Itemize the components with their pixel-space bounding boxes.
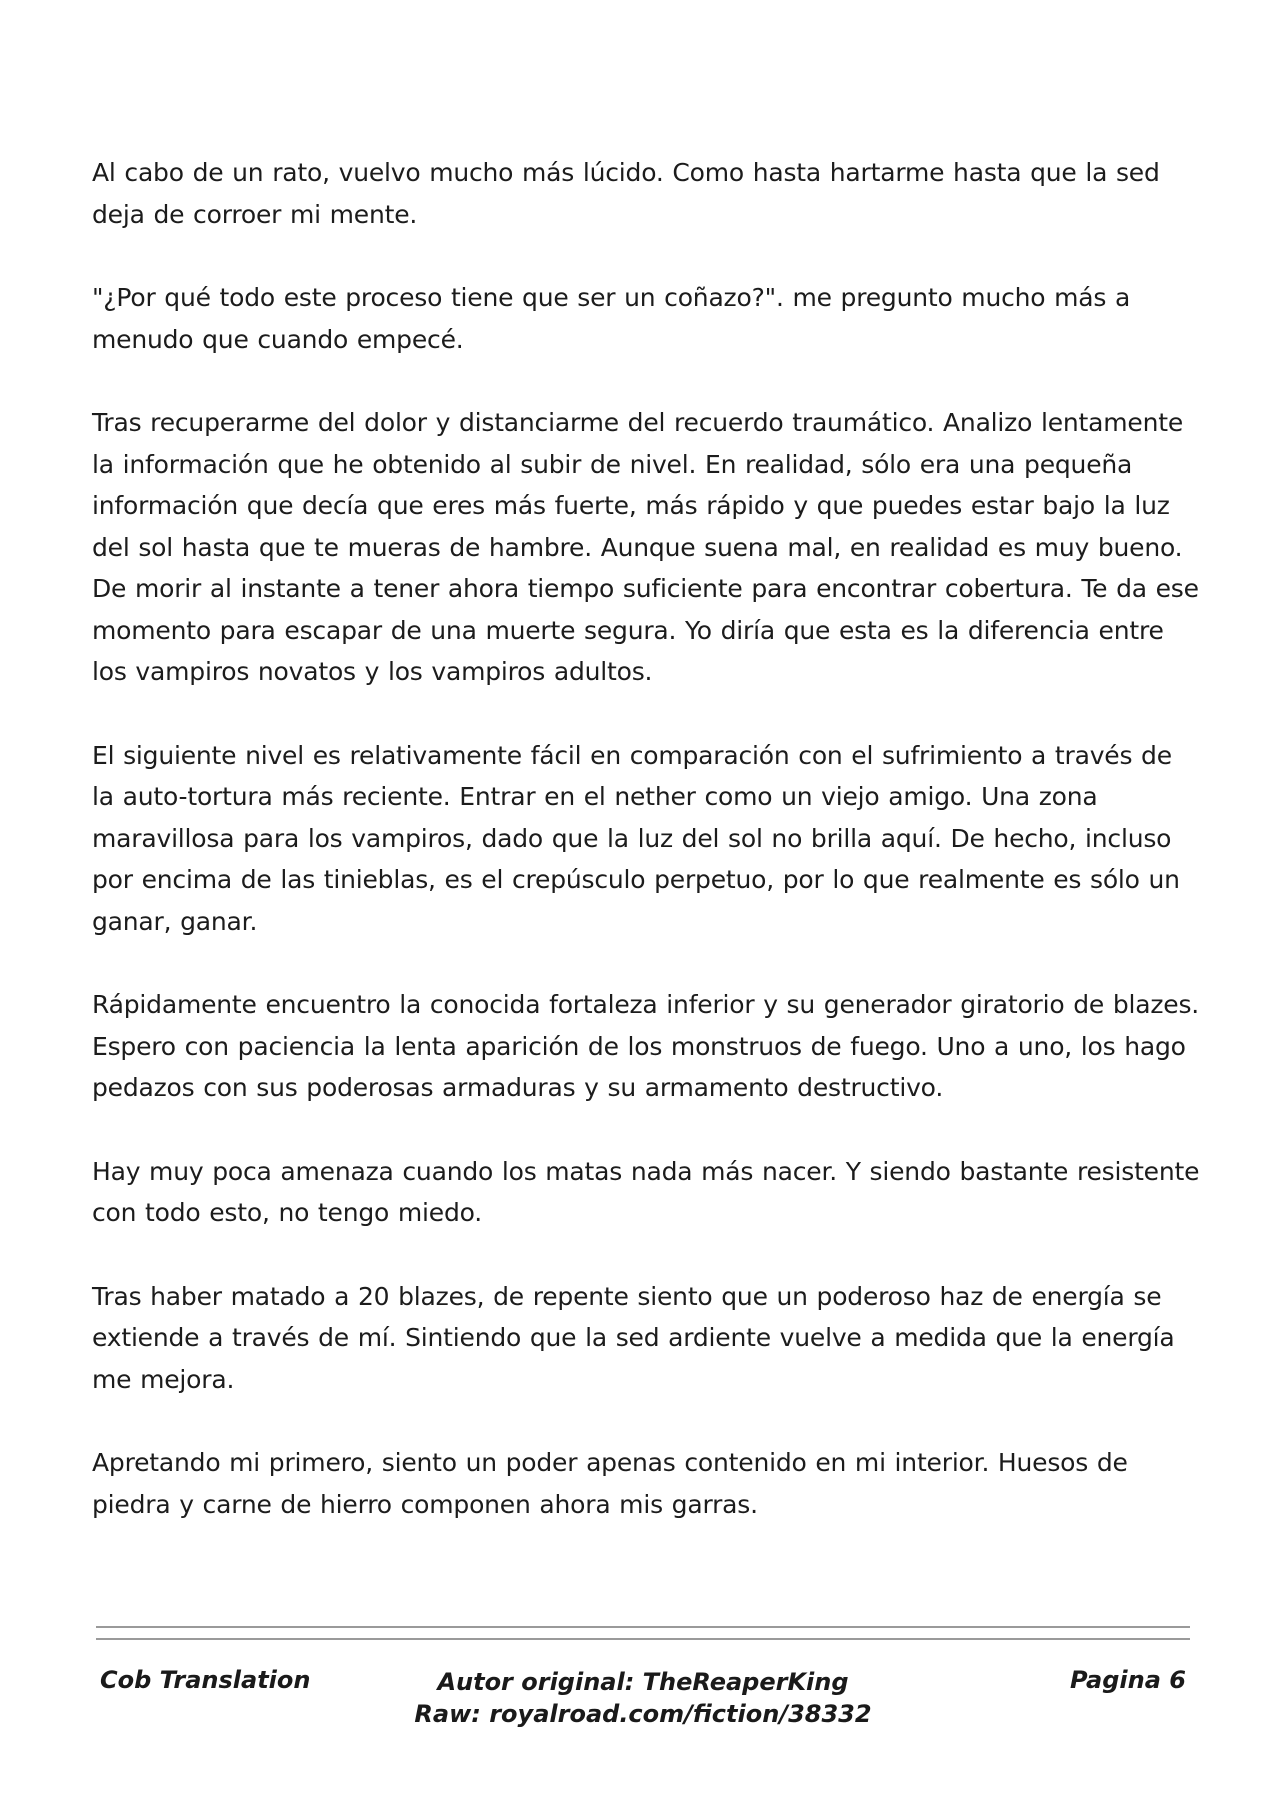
page-footer xyxy=(96,1666,1190,1746)
body-text xyxy=(92,152,1202,1567)
paragraph-8: Apretando mi primero, siento un poder apenas contenido en mi interior. Huesos de piedra y carne de hierro componen ahora mis garras. xyxy=(92,1448,1128,1519)
paragraph-7: Tras haber matado a 20 blazes, de repente siento que un poderoso haz de energía se extiende a través de mí. Sintiendo que la sed ardiente vuelve a medida que la energía me mejora. xyxy=(92,1281,1175,1394)
footer-page-number: Pagina 6 xyxy=(1070,1666,1186,1694)
footer-credits xyxy=(96,1666,1190,1730)
footer-divider-top xyxy=(96,1626,1190,1628)
footer-original-author: Autor original: TheReaperKing xyxy=(437,1668,849,1696)
paragraph-3: Tras recuperarme del dolor y distanciarme del recuerdo traumático. Analizo lentamente la información que he obtenido al subir de nivel. En realidad, sólo era una pequeña información que decía que eres más fuerte, más rápido y que puedes estar bajo la luz del sol hasta que te mueras de hambre. Aunque suena mal, en realidad es muy bueno. De morir al instante a tener ahora tiempo suficiente para encontrar cobertura. Te da ese momento para escapar de una muerte segura. Yo diría que esta es la diferencia entre los vampiros novatos y los vampiros adultos. xyxy=(92,408,1199,686)
footer-raw-source: Raw: royalroad.com/fiction/38332 xyxy=(414,1700,872,1728)
paragraph-5: Rápidamente encuentro la conocida fortaleza inferior y su generador giratorio de blazes. Espero con paciencia la lenta aparición de los monstruos de fuego. Uno a uno, los hago pedazos con sus poderosas armaduras y su armamento destructivo. xyxy=(92,990,1200,1102)
paragraph-2: "¿Por qué todo este proceso tiene que ser un coñazo?". me pregunto mucho más a menudo que cuando empecé. xyxy=(92,283,1131,354)
paragraph-4: El siguiente nivel es relativamente fácil en comparación con el sufrimiento a través de la auto-tortura más reciente. Entrar en el nether como un viejo amigo. Una zona maravillosa para los vampiros, dado que la luz del sol no brilla aquí. De hecho, incluso por encima de las tinieblas, es el crepúsculo perpetuo, por lo que realmente es sólo un ganar, ganar. xyxy=(92,740,1180,936)
paragraph-1: Al cabo de un rato, vuelvo mucho más lúcido. Como hasta hartarme hasta que la sed deja de corroer mi mente. xyxy=(92,158,1160,229)
footer-divider-bottom xyxy=(96,1638,1190,1640)
paragraph-6: Hay muy poca amenaza cuando los matas nada más nacer. Y siendo bastante resistente con todo esto, no tengo miedo. xyxy=(92,1156,1200,1227)
footer-translator: Cob Translation xyxy=(100,1666,311,1694)
